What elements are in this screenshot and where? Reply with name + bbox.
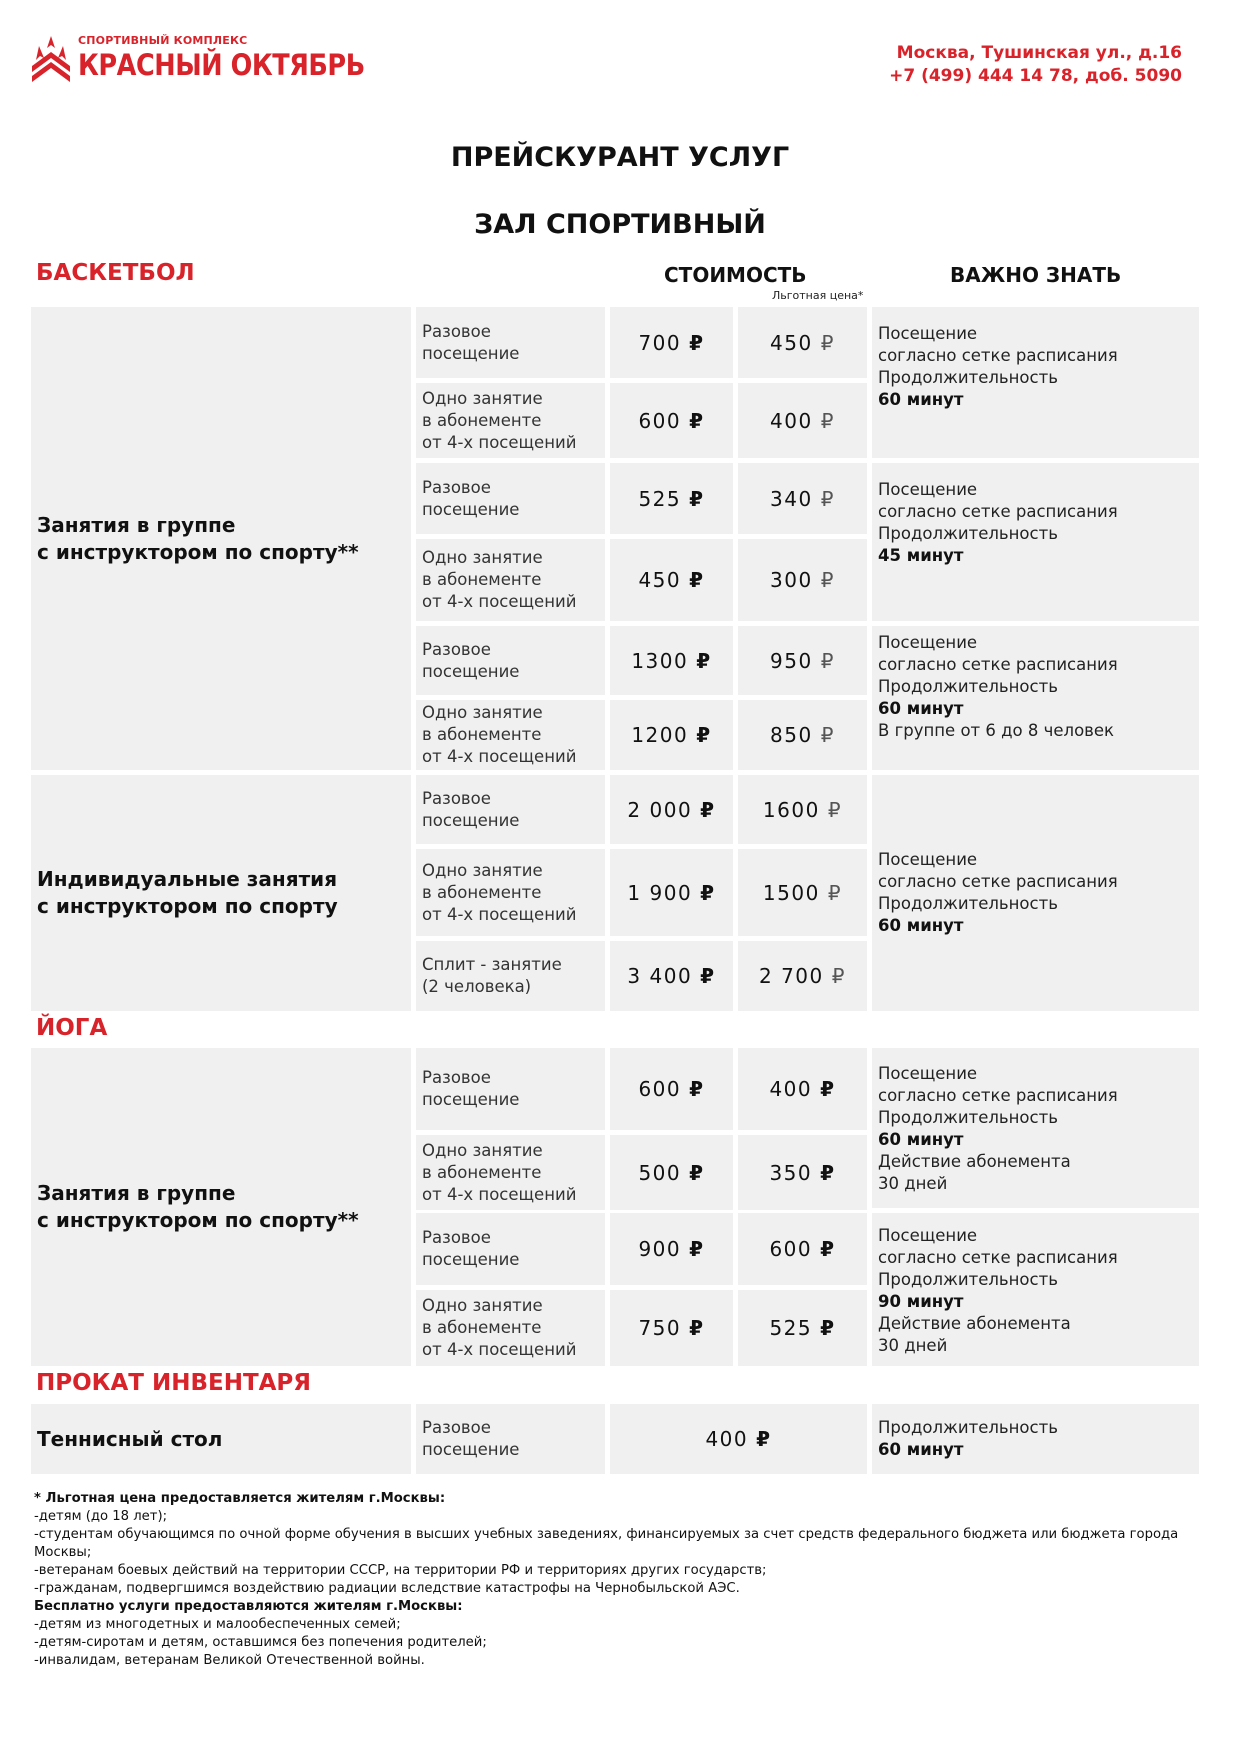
ruble-icon: ₽ <box>820 408 835 433</box>
info-duration: 60 минут <box>878 699 964 718</box>
header-important: ВАЖНО ЗНАТЬ <box>950 263 1122 287</box>
info-cell <box>872 1404 1199 1474</box>
visit-type-label: Разовое посещение <box>422 321 520 363</box>
ruble-icon: ₽ <box>827 880 843 905</box>
visit-type <box>416 383 605 458</box>
price-cell <box>610 539 733 621</box>
visit-type-label: Одно занятие в абонементе от 4-х посещений <box>422 388 577 452</box>
visit-type-label: Одно занятие в абонементе от 4-х посещений <box>422 703 577 766</box>
visit-type-label: Разовое посещение <box>422 639 520 681</box>
price-cell <box>610 941 733 1011</box>
discount-price-cell <box>738 1290 867 1366</box>
discount-price-cell <box>738 626 867 695</box>
price-value: 3 400 <box>627 964 693 988</box>
footnote-item: -студентам обучающимся по очной форме обучения в высших учебных заведениях, финансируемых за счет средств федерального бюджета или бюджета города Москвы; <box>34 1527 1179 1560</box>
visit-type-label: Одно занятие в абонементе от 4-х посещений <box>422 1296 577 1359</box>
info-duration: 60 минут <box>878 1440 964 1459</box>
footnote-item: -ветеранам боевых действий на территории СССР, на территории РФ и территориях других государств; <box>34 1563 767 1578</box>
info-text: Посещение согласно сетке расписания Продолжительность <box>878 324 1118 387</box>
footnote-item: -гражданам, подвергшимся воздействию радиации вследствие катастрофы на Чернобыльской АЭС. <box>34 1581 740 1596</box>
price-value: 1 900 <box>627 880 693 905</box>
ruble-icon: ₽ <box>820 648 835 673</box>
visit-type-label: Одно занятие в абонементе от 4-х посещений <box>422 860 577 924</box>
price-value: 1300 <box>631 648 689 673</box>
info-cell <box>872 626 1199 770</box>
service-group-yoga <box>31 1048 411 1366</box>
price-cell <box>610 463 733 534</box>
visit-type <box>416 1135 605 1210</box>
service-label: Индивидуальные занятия с инструктором по спорту <box>37 867 338 918</box>
ruble-icon: ₽ <box>820 486 835 511</box>
footnote-item: -инвалидам, ветеранам Великой Отечественной войны. <box>34 1653 425 1668</box>
discount-price-cell <box>738 383 867 458</box>
discount-value: 2 700 <box>759 964 824 988</box>
info-cell <box>872 1213 1199 1366</box>
discount-value: 1500 <box>762 880 820 905</box>
visit-type-label: Разовое посещение <box>422 1068 520 1109</box>
discount-value: 600 <box>769 1237 813 1261</box>
info-cell <box>872 307 1199 458</box>
discount-value: 340 <box>770 486 813 511</box>
visit-type-label: Разовое посещение <box>422 477 520 519</box>
service-individual-basketball <box>31 775 411 1011</box>
header-discount-note: Льготная цена* <box>772 289 864 302</box>
discount-price-cell <box>738 1135 867 1210</box>
price-value: 900 <box>638 1237 682 1261</box>
price-cell <box>610 775 733 844</box>
price-value: 400 <box>705 1427 749 1451</box>
visit-type <box>416 941 605 1011</box>
price-value: 450 <box>638 568 682 592</box>
price-value: 500 <box>638 1160 682 1185</box>
info-duration: 45 минут <box>878 546 964 565</box>
discount-price-cell <box>738 1213 867 1285</box>
visit-type <box>416 1404 605 1474</box>
ruble-icon: ₽ <box>820 1160 836 1185</box>
section-title-yoga: ЙОГА <box>36 1015 108 1041</box>
footnote-heading: Бесплатно услуги предоставляются жителям г.Москвы: <box>34 1599 463 1614</box>
page-title: ПРЕЙСКУРАНТ УСЛУГ <box>450 142 790 173</box>
price-cell <box>610 307 733 378</box>
price-cell <box>610 383 733 458</box>
discount-value: 400 <box>769 1077 813 1101</box>
ruble-icon: ₽ <box>696 648 712 673</box>
visit-type <box>416 700 605 770</box>
info-text: Посещение согласно сетке расписания Продолжительность <box>878 1064 1118 1127</box>
price-cell <box>610 1135 733 1210</box>
ruble-icon: ₽ <box>700 964 716 988</box>
ruble-icon: ₽ <box>696 723 712 747</box>
footnote-item: -детям-сиротам и детям, оставшимся без попечения родителей; <box>34 1635 487 1650</box>
service-tennis-table <box>31 1404 411 1474</box>
ruble-icon: ₽ <box>689 408 705 433</box>
price-value: 700 <box>638 330 682 355</box>
price-cell <box>610 626 733 695</box>
service-group-basketball <box>31 307 411 770</box>
ruble-icon: ₽ <box>700 880 716 905</box>
footnote-heading: * Льготная цена предоставляется жителям г.Москвы: <box>34 1491 446 1506</box>
visit-type-label: Одно занятие в абонементе от 4-х посещений <box>422 548 577 611</box>
info-text: Посещение согласно сетке расписания Продолжительность <box>878 1226 1118 1289</box>
ruble-icon: ₽ <box>689 568 705 592</box>
price-value: 600 <box>638 408 682 433</box>
visit-type <box>416 539 605 621</box>
address: Москва, Тушинская ул., д.16 <box>896 43 1182 63</box>
info-cell <box>872 463 1199 621</box>
visit-type <box>416 463 605 534</box>
visit-type <box>416 1048 605 1130</box>
visit-type <box>416 775 605 844</box>
ruble-icon: ₽ <box>831 964 846 988</box>
discount-value: 525 <box>769 1316 813 1340</box>
price-cell <box>610 849 733 936</box>
section-title-basketball: БАСКЕТБОЛ <box>36 260 195 286</box>
ruble-icon: ₽ <box>820 330 835 355</box>
price-cell <box>610 700 733 770</box>
ruble-icon: ₽ <box>689 1316 705 1340</box>
discount-price-cell <box>738 700 867 770</box>
ruble-icon: ₽ <box>689 330 705 355</box>
price-value: 600 <box>638 1077 682 1101</box>
price-cell <box>610 1048 733 1130</box>
discount-price-cell <box>738 775 867 844</box>
discount-price-cell <box>738 1048 867 1130</box>
info-duration: 60 минут <box>878 916 964 935</box>
page-subtitle: ЗАЛ СПОРТИВНЫЙ <box>474 209 766 240</box>
visit-type-label: Разовое посещение <box>422 1228 520 1269</box>
ruble-icon: ₽ <box>827 797 843 822</box>
ruble-icon: ₽ <box>756 1427 772 1451</box>
discount-value: 300 <box>770 568 813 592</box>
brand-logo <box>30 34 365 86</box>
price-value: 2 000 <box>627 797 693 822</box>
phone: +7 (499) 444 14 78, доб. 5090 <box>889 66 1182 86</box>
price-value: 750 <box>638 1316 682 1340</box>
visit-type-label: Сплит - занятие (2 человека) <box>422 955 562 996</box>
discount-value: 450 <box>770 330 813 355</box>
ruble-icon: ₽ <box>689 1160 705 1185</box>
brand-subtitle: СПОРТИВНЫЙ КОМПЛЕКС <box>78 34 248 47</box>
info-text: Посещение согласно сетке расписания Продолжительность <box>878 633 1118 696</box>
service-label: Занятия в группе с инструктором по спорту** <box>37 1181 359 1232</box>
price-cell <box>610 1213 733 1285</box>
visit-type <box>416 1213 605 1285</box>
discount-price-cell <box>738 307 867 378</box>
info-duration: 60 минут <box>878 1130 964 1149</box>
header-cost: СТОИМОСТЬ <box>664 263 807 287</box>
discount-value: 1600 <box>762 797 820 822</box>
discount-price-cell <box>738 849 867 936</box>
info-cell <box>872 1048 1199 1208</box>
footnote-item: -детям (до 18 лет); <box>34 1509 168 1524</box>
discount-price-cell <box>738 463 867 534</box>
info-duration: 90 минут <box>878 1292 964 1311</box>
info-extra: В группе от 6 до 8 человек <box>878 721 1115 740</box>
ruble-icon: ₽ <box>689 1237 705 1261</box>
visit-type-label: Разовое посещение <box>422 788 520 830</box>
footnote-item: -детям из многодетных и малообеспеченных семей; <box>34 1617 401 1632</box>
ruble-icon: ₽ <box>700 797 716 822</box>
section-title-rental: ПРОКАТ ИНВЕНТАРЯ <box>36 1370 312 1396</box>
visit-type-label: Разовое посещение <box>422 1418 520 1459</box>
info-extra: Действие абонемента 30 дней <box>878 1152 1071 1193</box>
visit-type <box>416 849 605 936</box>
visit-type <box>416 307 605 378</box>
discount-value: 850 <box>770 723 813 747</box>
service-label: Теннисный стол <box>37 1426 223 1451</box>
ruble-icon: ₽ <box>820 568 835 592</box>
info-text: Посещение согласно сетке расписания Продолжительность <box>878 850 1118 913</box>
logo-icon <box>30 36 72 82</box>
info-extra: Действие абонемента 30 дней <box>878 1314 1071 1355</box>
ruble-icon: ₽ <box>820 723 835 747</box>
contact-block <box>889 42 1182 88</box>
price-cell <box>610 1290 733 1366</box>
ruble-icon: ₽ <box>689 1077 705 1101</box>
discount-value: 400 <box>770 408 813 433</box>
brand-name: КРАСНЫЙ ОКТЯБРЬ <box>78 48 365 82</box>
price-value: 1200 <box>631 723 689 747</box>
price-cell <box>610 1404 867 1474</box>
ruble-icon: ₽ <box>820 1237 836 1261</box>
info-duration: 60 минут <box>878 390 964 409</box>
discount-price-cell <box>738 539 867 621</box>
info-text: Продолжительность <box>878 1418 1058 1437</box>
footnotes <box>34 1490 1204 1670</box>
info-text: Посещение согласно сетке расписания Продолжительность <box>878 480 1118 543</box>
price-value: 525 <box>638 486 682 511</box>
discount-value: 950 <box>770 648 813 673</box>
discount-price-cell <box>738 941 867 1011</box>
visit-type <box>416 1290 605 1366</box>
info-cell <box>872 775 1199 1011</box>
ruble-icon: ₽ <box>689 486 705 511</box>
ruble-icon: ₽ <box>820 1077 836 1101</box>
service-label: Занятия в группе с инструктором по спорту** <box>37 512 359 564</box>
visit-type <box>416 626 605 695</box>
discount-value: 350 <box>769 1160 813 1185</box>
visit-type-label: Одно занятие в абонементе от 4-х посещений <box>422 1140 577 1204</box>
ruble-icon: ₽ <box>820 1316 836 1340</box>
